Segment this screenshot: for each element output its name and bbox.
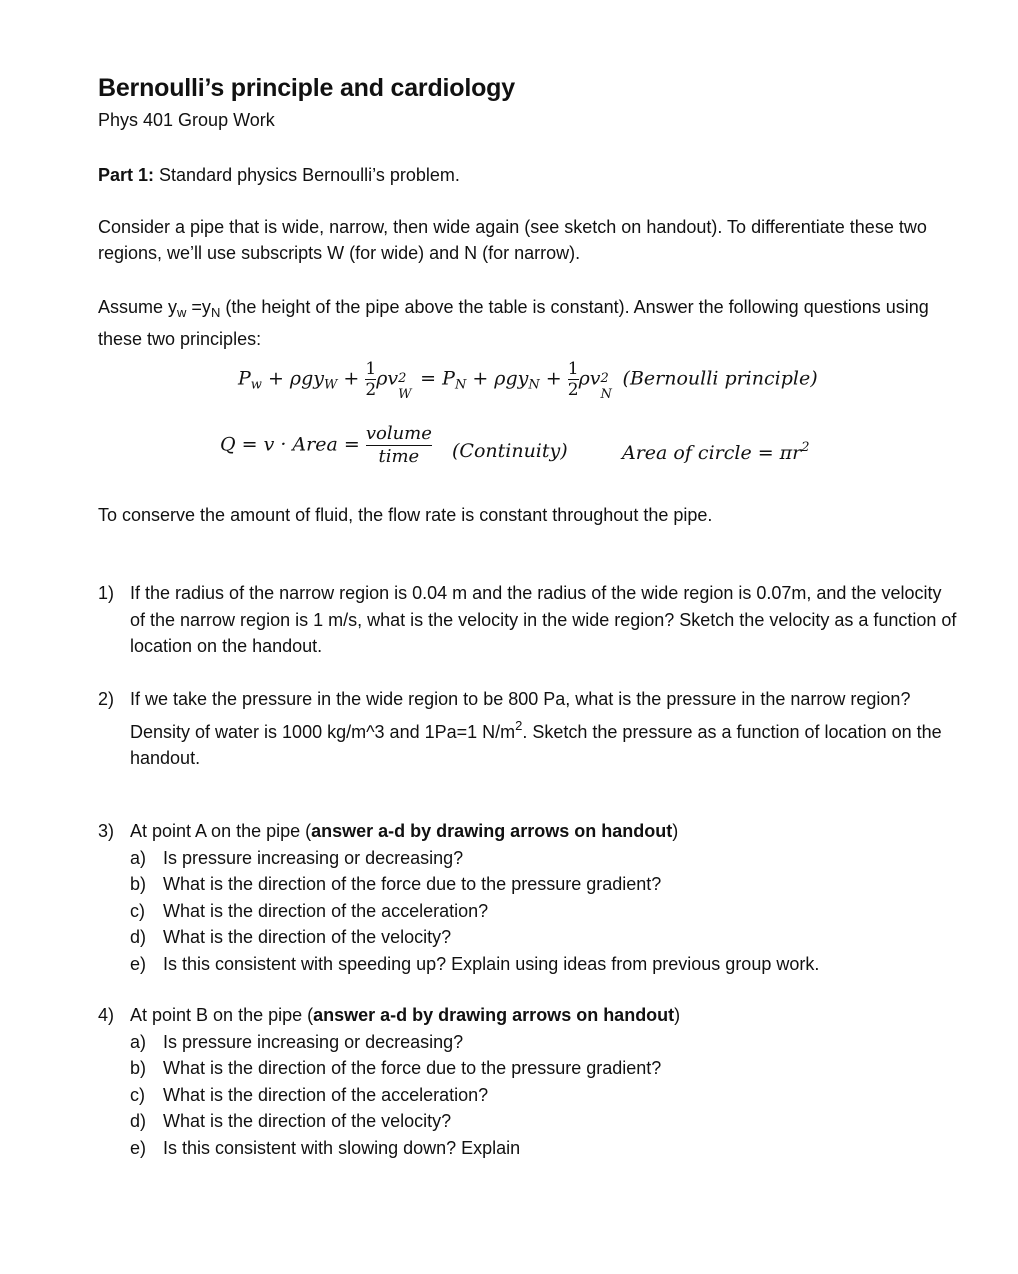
part1-label: Part 1: <box>98 165 155 185</box>
question-3c-letter: c) <box>130 900 145 921</box>
question-2-text-a: If we take the pressure in the wide region to be 800 Pa, what is the pressure in the narrow region? Density of water is 1000 kg/m^3 and 1Pa=1 N/m <box>130 689 911 742</box>
question-4b-text: What is the direction of the force due to the pressure gradient? <box>163 1058 662 1078</box>
assume-post: (the height of the pipe above the table is constant). Answer the following questions using these two principles: <box>98 297 929 349</box>
question-4-tail: ) <box>674 1005 681 1025</box>
question-4e-text: Is this consistent with slowing down? Explain <box>163 1137 521 1158</box>
eq-y-n-sub: N <box>528 377 540 393</box>
continuity-label: (Continuity) <box>452 440 568 462</box>
eq-equals: = <box>414 367 443 390</box>
question-4-lead: At point B on the pipe ( <box>130 1005 314 1025</box>
question-1-number: 1) <box>98 583 115 603</box>
question-3e-text: Is this consistent with speeding up? Explain using ideas from previous group work. <box>163 953 820 974</box>
eq-half-right <box>568 360 579 399</box>
question-4-text <box>130 1002 960 1029</box>
question-3-text <box>130 818 960 845</box>
question-4a-text: Is pressure increasing or decreasing? <box>163 1031 464 1052</box>
question-3-number: 3) <box>98 821 115 841</box>
part1-heading <box>98 162 958 188</box>
eq-v-w-sup: 2 <box>398 370 407 386</box>
document-subtitle: Phys 401 Group Work <box>98 110 275 130</box>
eq-rho-v-n: ρv <box>578 367 601 390</box>
question-3d-text: What is the direction of the velocity? <box>163 927 452 947</box>
question-3e-letter: e) <box>130 953 147 974</box>
eq-circle-area: Area of circle = πr <box>622 442 802 464</box>
eq-rho-v-w: ρv <box>376 367 399 390</box>
eq-rho-g-y-w: + ρgy <box>261 367 325 390</box>
part1-text: Standard physics Bernoulli’s problem. <box>154 165 460 185</box>
question-4d-letter: d) <box>130 1111 147 1131</box>
assume-mid: =y <box>186 297 211 317</box>
eq-rho-g-y-n: + ρgy <box>466 367 529 390</box>
eq-plus-left: + <box>337 367 360 390</box>
eq-y-w-sub: W <box>324 377 338 393</box>
question-2 <box>0 686 1018 766</box>
assume-paragraph <box>98 294 958 352</box>
conserve-paragraph: To conserve the amount of fluid, the flow rate is constant throughout the pipe. <box>98 505 713 525</box>
question-3b-letter: b) <box>130 874 147 894</box>
question-3-bold: answer a-d by drawing arrows on handout <box>311 821 673 841</box>
question-4b-letter: b) <box>130 1058 147 1078</box>
eq-p-n: P <box>442 367 455 390</box>
eq-half-left-den: 2 <box>365 380 377 400</box>
question-4 <box>0 1002 1018 1162</box>
eq-continuity-left: Q = v · Area = <box>220 433 366 456</box>
eq-p-n-sub: N <box>454 377 467 393</box>
eq-volume: volume <box>365 423 432 444</box>
eq-bernoulli-label: (Bernoulli principle) <box>616 367 818 390</box>
eq-half-left-num: 1 <box>365 359 377 379</box>
question-4e-letter: e) <box>130 1137 147 1158</box>
question-3b-text: What is the direction of the force due to the pressure gradient? <box>163 874 662 894</box>
eq-p-w-sub: w <box>250 377 262 393</box>
assume-sub-w: w <box>177 305 187 320</box>
assume-pre: Assume y <box>98 297 178 317</box>
question-1 <box>0 580 1018 660</box>
question-2-sup: 2 <box>515 717 523 733</box>
eq-v-n-sub: N <box>600 386 612 402</box>
question-4c-text: What is the direction of the acceleration? <box>163 1084 489 1105</box>
assume-sub-n: N <box>210 305 221 320</box>
bernoulli-equation <box>238 359 818 402</box>
question-4-number: 4) <box>98 1005 115 1025</box>
question-3a-text: Is pressure increasing or decreasing? <box>163 847 464 868</box>
question-4d-text: What is the direction of the velocity? <box>163 1111 452 1131</box>
document-title: Bernoulli’s principle and cardiology <box>98 74 515 102</box>
question-3d-letter: d) <box>130 927 147 947</box>
circle-area-formula <box>622 440 810 464</box>
question-4-bold: answer a-d by drawing arrows on handout <box>313 1005 675 1025</box>
question-3 <box>0 818 1018 978</box>
question-3-tail: ) <box>672 821 679 841</box>
question-1-text: If the radius of the narrow region is 0.04 m and the radius of the wide region is 0.07m, and the velocity of the narrow region is 1 m/s, what is the velocity in the wide region? Sketch the velocity as a function of location on the handout. <box>130 583 957 656</box>
question-3c-text: What is the direction of the acceleration? <box>163 900 489 921</box>
eq-half-right-den: 2 <box>567 380 579 400</box>
question-3-lead: At point A on the pipe ( <box>130 821 312 841</box>
continuity-equation <box>220 424 432 467</box>
eq-half-left <box>365 360 376 399</box>
eq-half-right-num: 1 <box>567 359 579 379</box>
eq-v-w-sub: W <box>398 386 412 402</box>
eq-v-n-sup: 2 <box>600 370 609 386</box>
question-2-text-b: . Sketch the pressure as a function of location on the handout. <box>130 721 942 768</box>
eq-p-w: P <box>238 367 251 390</box>
eq-plus-right: + <box>539 367 562 390</box>
question-4a-letter: a) <box>130 1031 147 1052</box>
question-2-text <box>130 686 960 772</box>
intro-paragraph: Consider a pipe that is wide, narrow, then wide again (see sketch on handout). To differentiate these two regions, we’ll use subscripts W (for wide) and N (for narrow). <box>98 217 927 263</box>
eq-time: time <box>378 446 420 467</box>
question-2-number: 2) <box>98 689 115 709</box>
eq-circle-sup: 2 <box>801 440 810 455</box>
question-3a-letter: a) <box>130 847 147 868</box>
eq-volume-over-time <box>366 424 432 467</box>
question-4c-letter: c) <box>130 1084 145 1105</box>
